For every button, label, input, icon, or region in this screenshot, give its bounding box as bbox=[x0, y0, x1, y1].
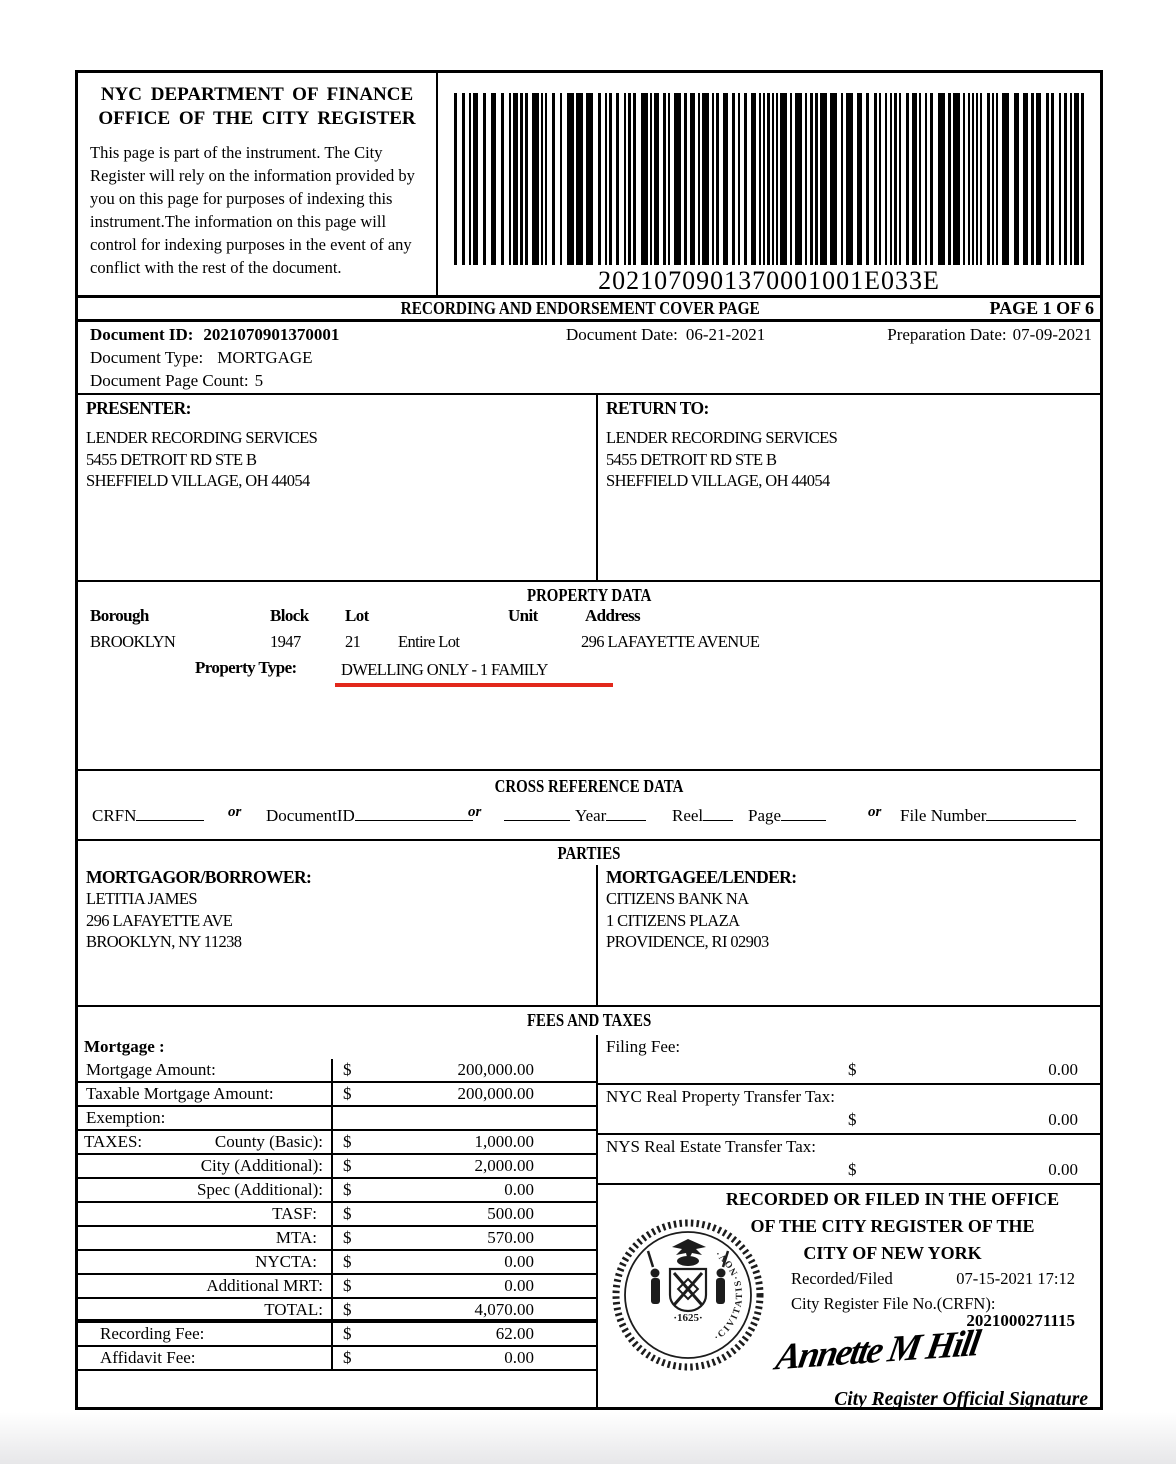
signature-caption: City Register Official Signature bbox=[834, 1389, 1088, 1410]
fee-row: TAXES: County (Basic): $ 1,000.00 bbox=[78, 1131, 596, 1155]
return-to-address: LENDER RECORDING SERVICES 5455 DETROIT RD STE B SHEFFIELD VILLAGE, OH 44054 bbox=[606, 428, 838, 490]
preparation-date: Preparation Date: 07-09-2021 bbox=[887, 325, 1092, 344]
banner-title: RECORDING AND ENDORSEMENT COVER PAGE bbox=[400, 298, 760, 318]
value-borough: BROOKLYN bbox=[90, 632, 176, 651]
fee-row: NYCTA: $ 0.00 bbox=[78, 1251, 596, 1275]
fee-row: TASF: $ 500.00 bbox=[78, 1203, 596, 1227]
or-word: or bbox=[868, 804, 882, 820]
document-info-section bbox=[78, 322, 1100, 393]
mortgagee-address: CITIZENS BANK NA 1 CITIZENS PLAZA PROVIDENCE, RI 02903 bbox=[606, 889, 769, 951]
property-type-underline bbox=[335, 683, 613, 687]
year-field: Year bbox=[575, 804, 646, 826]
value-lot-extent: Entire Lot bbox=[398, 632, 460, 651]
nyc-transfer-tax-cell: NYC Real Property Transfer Tax: $ 0.00 bbox=[598, 1085, 1100, 1135]
value-lot: 21 bbox=[345, 632, 361, 651]
mortgagee-title: MORTGAGEE/LENDER: bbox=[606, 867, 797, 887]
mortgage-header: Mortgage : bbox=[84, 1037, 165, 1056]
crfn-value: 2021000271115 bbox=[966, 1311, 1075, 1330]
crfn-field: CRFN bbox=[92, 804, 204, 826]
col-unit: Unit bbox=[508, 606, 538, 625]
fee-row: Spec (Additional): $ 0.00 bbox=[78, 1179, 596, 1203]
col-block: Block bbox=[270, 606, 309, 625]
cover-page bbox=[75, 70, 1103, 1410]
reel-field: Reel bbox=[672, 804, 733, 826]
recorded-line2: OF THE CITY REGISTER OF THE bbox=[750, 1216, 1035, 1236]
page-bottom-fade bbox=[0, 1412, 1176, 1464]
value-block: 1947 bbox=[270, 632, 301, 651]
cross-reference-title: CROSS REFERENCE DATA bbox=[494, 776, 684, 796]
cross-reference-section bbox=[78, 769, 1100, 839]
property-type-value: DWELLING ONLY - 1 FAMILY bbox=[341, 660, 548, 679]
presenter-cell bbox=[78, 395, 598, 580]
col-borough: Borough bbox=[90, 606, 149, 625]
presenter-section bbox=[78, 393, 1100, 580]
or-word: or bbox=[228, 804, 242, 820]
barcode-icon bbox=[454, 93, 1084, 265]
notice-box bbox=[78, 73, 438, 295]
col-address: Address bbox=[585, 606, 641, 625]
document-id-field: DocumentID bbox=[266, 804, 473, 826]
presenter-title: PRESENTER: bbox=[86, 398, 191, 418]
page-indicator: PAGE 1 OF 6 bbox=[989, 298, 1094, 318]
return-to-cell bbox=[598, 395, 1100, 580]
or-word: or bbox=[468, 804, 482, 820]
mortgagor-address: LETITIA JAMES 296 LAFAYETTE AVE BROOKLYN, NY 11238 bbox=[86, 889, 242, 951]
document-id: Document ID: 2021070901370001 bbox=[90, 325, 340, 344]
header-section bbox=[78, 73, 1100, 295]
nys-transfer-tax-cell: NYS Real Estate Transfer Tax: $ 0.00 bbox=[598, 1135, 1100, 1185]
banner-row bbox=[78, 295, 1100, 322]
notice-title: NYC DEPARTMENT OF FINANCE OFFICE OF THE CITY REGISTER bbox=[98, 84, 416, 129]
property-data-title: PROPERTY DATA bbox=[526, 585, 652, 605]
filing-fee-cell: Filing Fee: $ 0.00 bbox=[598, 1035, 1100, 1085]
fee-row: Additional MRT: $ 0.00 bbox=[78, 1275, 596, 1299]
property-type-label: Property Type: bbox=[195, 658, 297, 677]
parties-section bbox=[78, 839, 1100, 1005]
return-to-title: RETURN TO: bbox=[606, 398, 709, 418]
svg-text:·CIVITATIS·NOV·: ·CIVITATIS·NOV· bbox=[712, 1246, 746, 1344]
fee-row: MTA: $ 570.00 bbox=[78, 1227, 596, 1251]
barcode-area bbox=[438, 73, 1100, 295]
recorded-line1: RECORDED OR FILED IN THE OFFICE bbox=[725, 1189, 1060, 1209]
presenter-address: LENDER RECORDING SERVICES 5455 DETROIT RD STE B SHEFFIELD VILLAGE, OH 44054 bbox=[86, 428, 318, 490]
fees-left-column bbox=[78, 1035, 598, 1407]
col-lot: Lot bbox=[345, 606, 369, 625]
nyc-seal-icon bbox=[610, 1217, 766, 1373]
fees-right-column bbox=[598, 1035, 1100, 1410]
recorded-filed-label: Recorded/Filed bbox=[791, 1269, 893, 1288]
mortgagor-cell bbox=[78, 865, 598, 1005]
svg-text:·1625·: ·1625· bbox=[673, 1312, 703, 1324]
recorded-filed-box bbox=[598, 1185, 1100, 1415]
fee-row: Affidavit Fee: $ 0.00 bbox=[78, 1347, 596, 1371]
document-date: Document Date: 06-21-2021 bbox=[566, 325, 766, 344]
fee-row: Exemption: bbox=[78, 1107, 596, 1131]
fee-row-total: TOTAL: $ 4,070.00 bbox=[78, 1299, 596, 1323]
recorded-line3: CITY OF NEW YORK bbox=[803, 1243, 982, 1263]
fee-row: Recording Fee: $ 62.00 bbox=[78, 1323, 596, 1347]
fee-row: City (Additional): $ 2,000.00 bbox=[78, 1155, 596, 1179]
fees-section bbox=[78, 1005, 1100, 1410]
barcode-number: 2021070901370001001E033E bbox=[598, 266, 940, 295]
page-field: Page bbox=[748, 804, 826, 826]
crfn-label: City Register File No.(CRFN): bbox=[791, 1294, 996, 1313]
property-data-section bbox=[78, 580, 1100, 769]
fees-title: FEES AND TAXES bbox=[526, 1010, 652, 1030]
fee-row: Mortgage Amount: $ 200,000.00 bbox=[78, 1059, 596, 1083]
document-type: Document Type: MORTGAGE bbox=[90, 348, 313, 367]
notice-body: This page is part of the instrument. The City Register will rely on the information provided by you on this page for purposes of indexing this instrument.The information on this page will control for indexing purposes in the event of any conflict with the rest of the document. bbox=[90, 143, 415, 277]
mortgagee-cell bbox=[598, 865, 1100, 1005]
recorded-filed-value: 07-15-2021 17:12 bbox=[956, 1269, 1075, 1288]
fee-row: Taxable Mortgage Amount: $ 200,000.00 bbox=[78, 1083, 596, 1107]
document-page-count: Document Page Count: 5 bbox=[90, 371, 264, 390]
value-address: 296 LAFAYETTE AVENUE bbox=[581, 632, 760, 651]
parties-title: PARTIES bbox=[557, 843, 621, 863]
file-number-field: File Number bbox=[900, 804, 1076, 826]
signature: Annette M Hill bbox=[772, 1322, 982, 1379]
pre-year-blank bbox=[504, 804, 570, 826]
mortgagor-title: MORTGAGOR/BORROWER: bbox=[86, 867, 312, 887]
